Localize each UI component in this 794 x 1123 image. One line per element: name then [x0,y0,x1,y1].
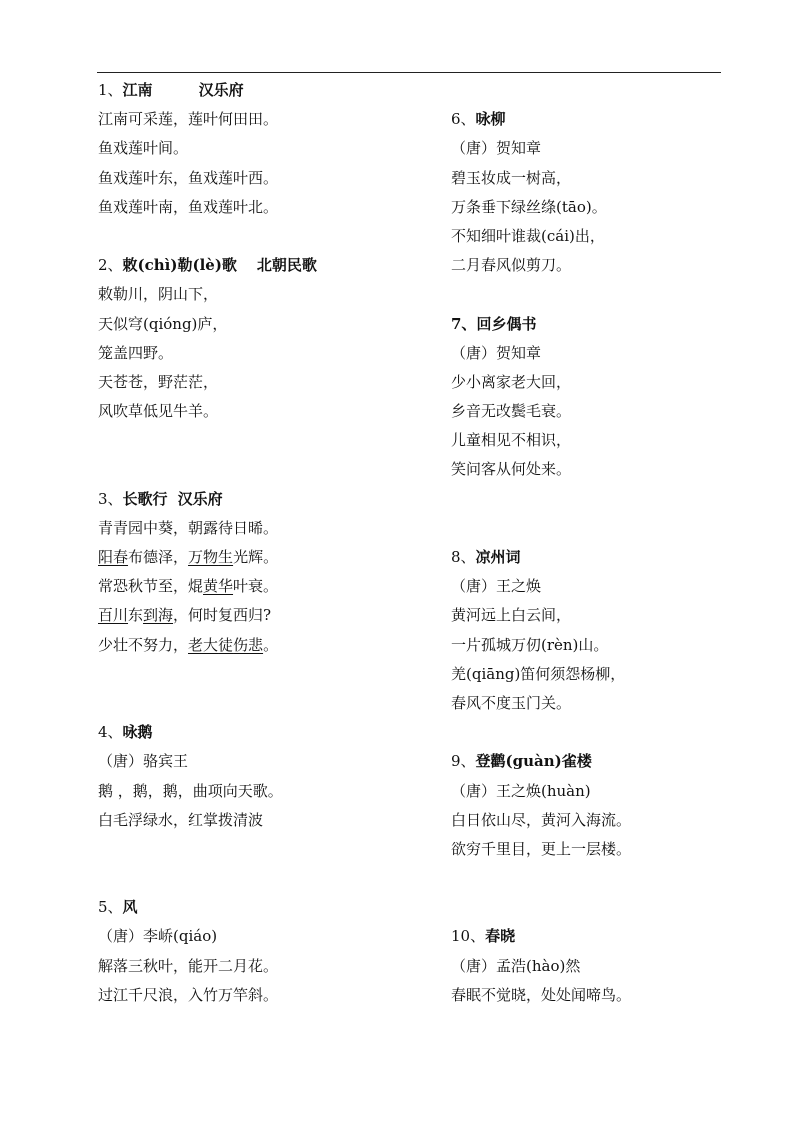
poem-line: 白日依山尽，黄河入海流。 [451,810,632,829]
text-segment: 东 [128,606,144,625]
poem-line: 白毛浮绿水，红掌拨清波 [98,810,264,829]
poem-line [98,543,428,572]
text-segment: 光辉。 [233,548,279,567]
poem-line: 一片孤城万仞(rèn)山。 [451,635,609,654]
right-column [451,76,751,1010]
spacer [451,76,751,105]
poem-title [98,485,428,514]
text-segment: 常恐秋节至，焜 [98,577,204,596]
text-segment: ，何时复西归? [173,606,272,625]
poem-line: 笼盖四野。 [98,343,174,362]
text-segment: 。 [263,635,279,654]
poem-4 [98,718,428,835]
poem-name: 敕(chì)勒(lè)歌 [122,256,237,275]
poem-line: 少小离家老大回， [451,372,572,391]
poem-title [98,76,428,105]
poem-line: 过江千尺浪，入竹万竿斜。 [98,985,279,1004]
underlined-phrase: 阳春 [98,548,129,567]
poem-line: 羌(qiāng)笛何须怨杨柳， [451,664,626,683]
poem-title [451,105,751,134]
poem-line: 天似穹(qióng)庐， [98,314,228,333]
poem-line: 儿童相见不相识， [451,431,572,450]
poem-number: 10、 [451,927,486,946]
poem-number: 1、 [98,81,123,99]
poem-8 [451,543,751,718]
text-segment: 叶衰。 [233,577,279,596]
underlined-phrase: 百川 [98,606,129,625]
poem-title [451,922,751,951]
poem-title [451,747,751,776]
poem-5 [98,893,428,1010]
poem-line [98,601,428,630]
poem-author: （唐）孟浩(hào)然 [451,956,581,975]
poem-title [98,893,428,922]
poem-number: 4、 [98,723,123,742]
poem-author: （唐）贺知章 [451,139,542,158]
poem-line: 鱼戏莲叶南，鱼戏莲叶北。 [98,197,279,216]
poem-author: （唐）王之焕 [451,577,542,596]
poem-title [98,251,428,280]
underlined-phrase: 伤悲 [233,635,264,654]
text-segment: 少壮不努力， [98,635,189,654]
underlined-phrase: 老大 [188,635,219,654]
underlined-phrase: 黄华 [203,577,234,596]
poem-1 [98,76,428,222]
poem-line: 碧玉妆成一树高， [451,168,572,187]
poem-name: 登鹳(guàn)雀楼 [475,752,592,771]
poem-3 [98,485,428,660]
spacer [98,660,428,718]
poem-name: 风 [122,898,138,917]
poem-line: 敕勒川，阴山下， [98,285,219,304]
poem-number: 5、 [98,898,123,917]
poem-number: 8、 [451,548,476,567]
poem-number: 3、 [98,489,123,508]
poem-10 [451,922,751,1010]
poem-line: 二月春风似剪刀。 [451,256,572,275]
poem-line: 笑问客从何处来。 [451,460,572,479]
spacer [451,864,751,922]
poem-name: 凉州词 [475,548,521,567]
poem-author: （唐）王之焕(huàn) [451,781,591,800]
poem-line [98,631,428,660]
poem-number: 9、 [451,752,476,771]
poem-title [98,718,428,747]
poem-name: 长歌行 [122,489,168,508]
underlined-phrase: 到海 [143,606,174,625]
underlined-phrase: 徒 [218,635,234,654]
poem-line: 不知细叶谁裁(cái)出， [451,226,605,245]
underlined-phrase: 生 [218,548,234,567]
spacer [98,835,428,893]
poem-author: （唐）贺知章 [451,343,542,362]
poem-line: 欲穷千里目，更上一层楼。 [451,839,632,858]
poem-line: 黄河远上白云间， [451,606,572,625]
poem-2 [98,251,428,426]
spacer [98,222,428,251]
poem-line: 鱼戏莲叶东，鱼戏莲叶西。 [98,168,279,187]
poem-6 [451,105,751,280]
poem-name: 春晓 [485,927,516,946]
spacer [451,280,751,309]
poem-author: 汉乐府 [198,81,244,99]
poem-author: 汉乐府 [177,489,223,508]
poem-line: 春眠不觉晓，处处闻啼鸟。 [451,985,632,1004]
poem-line: 万条垂下绿丝绦(tāo)。 [451,197,607,216]
poem-number: 6、 [451,110,476,129]
text-segment: 布德泽， [128,548,189,567]
poem-number: 7、 [451,314,477,333]
spacer [451,718,751,747]
poem-line: 鹅 ，鹅，鹅，曲项向天歌。 [98,781,283,800]
poem-line: 风吹草低见牛羊。 [98,402,219,421]
poem-line: 解落三秋叶，能开二月花。 [98,956,279,975]
poem-author: 北朝民歌 [256,256,317,275]
poem-line: 江南可采莲，莲叶何田田。 [98,110,279,129]
poem-number: 2、 [98,256,123,275]
poem-9 [451,747,751,864]
poem-title [451,543,751,572]
spacer [98,426,428,484]
poem-line: 乡音无改鬓毛衰。 [451,402,572,421]
poem-line [98,572,428,601]
left-column [98,76,428,1010]
poem-7 [451,310,751,485]
poem-title [451,310,751,339]
poem-line: 春风不度玉门关。 [451,693,572,712]
poem-name: 江南 [122,81,153,99]
poem-name: 咏鹅 [122,723,153,742]
spacer [451,485,751,543]
poem-author: （唐）李峤(qiáo) [98,927,218,946]
poem-name: 咏柳 [475,110,506,129]
poem-name: 回乡偶书 [476,314,537,333]
poem-line: 鱼戏莲叶间。 [98,139,189,158]
header-rule [97,72,721,73]
poem-line: 青青园中葵，朝露待日晞。 [98,518,279,537]
underlined-phrase: 万物 [188,548,219,567]
poem-line: 天苍苍，野茫茫， [98,372,219,391]
poem-author: （唐）骆宾王 [98,752,189,771]
